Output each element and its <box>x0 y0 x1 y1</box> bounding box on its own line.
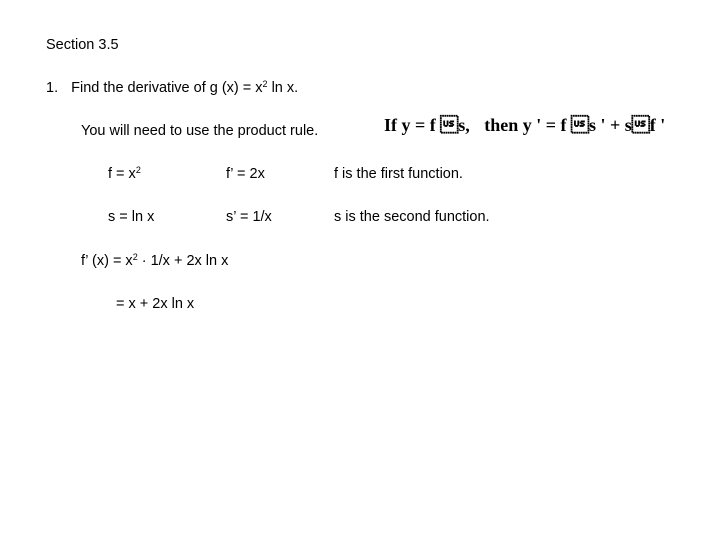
hint-text: You will need to use the product rule. <box>81 123 319 139</box>
section-title: Section 3.5 <box>46 37 119 53</box>
simplified-result: = x + 2x ln x <box>116 296 195 312</box>
problem-text: Find the derivative of g $(x) = x^2$ ln x. <box>71 79 299 96</box>
s-definition: s = ln x <box>108 209 155 225</box>
f-exponent: 2 <box>135 165 141 175</box>
problem-exponent: 2 <box>262 79 268 89</box>
f-description: f is the first function. <box>334 166 463 182</box>
s-prime: s’ = 1/x <box>226 209 272 225</box>
s-description: s is the second function. <box>334 209 490 225</box>
f-definition: $f = x^2$ <box>108 165 141 182</box>
f-prime: f’ = 2x <box>226 166 265 182</box>
derivative-expression: f’ $(x) = x^2 \cdot 1/x + 2x$ ln x <box>81 252 229 269</box>
derivative-exponent: 2 <box>132 252 138 262</box>
product-rule-condition: If y = f s, <box>384 115 470 135</box>
product-rule-result: then y ' = f s ' + s f ' <box>484 115 666 135</box>
product-rule-formula <box>384 114 665 136</box>
problem-number: 1. <box>46 80 59 96</box>
problem-statement <box>46 79 298 97</box>
